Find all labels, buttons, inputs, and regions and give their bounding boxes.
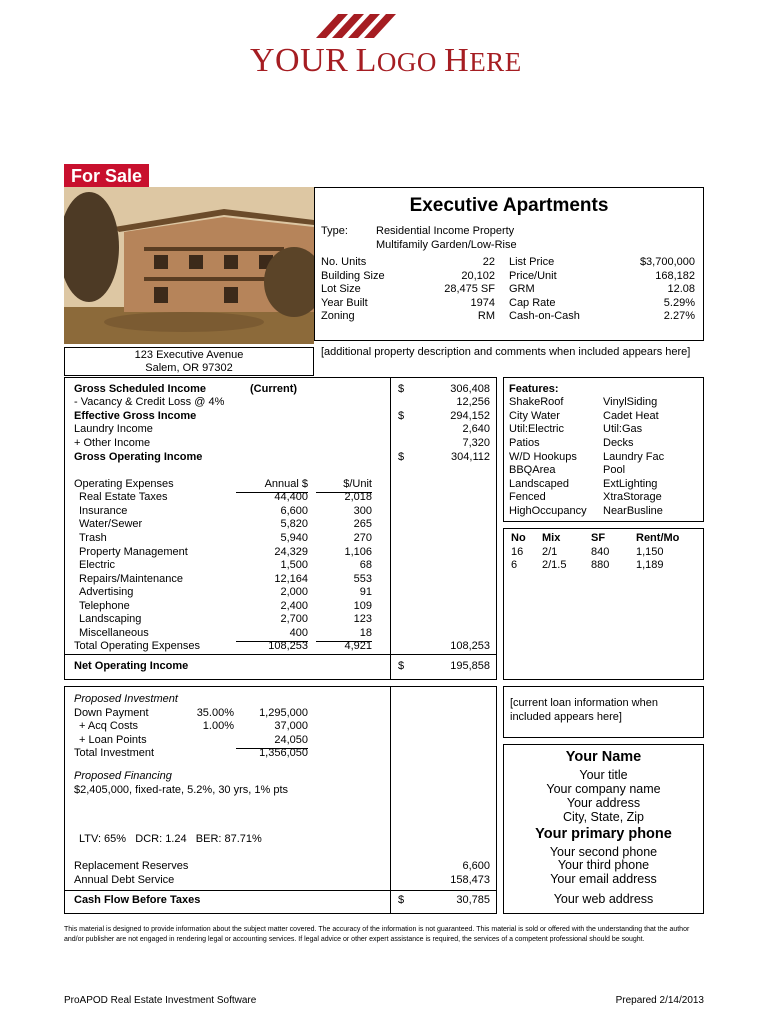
- financing-terms: $2,405,000, fixed-rate, 5.2%, 30 yrs, 1% pts: [74, 784, 289, 796]
- investment-header: Proposed Investment: [74, 693, 178, 705]
- property-photo: [64, 187, 314, 344]
- current-label: (Current): [250, 383, 298, 395]
- fact-value: 2.27%: [663, 310, 695, 322]
- reserves-label: Replacement Reserves: [74, 860, 189, 872]
- feature-item: BBQArea: [509, 464, 556, 476]
- feature-item: Pool: [603, 464, 626, 476]
- agent-second-phone[interactable]: Your second phone: [549, 845, 658, 859]
- fact-label: Cash-on-Cash: [509, 310, 580, 322]
- logo-text: YOUR LOGO HERE: [250, 42, 522, 79]
- dollar-sign: $: [398, 894, 405, 906]
- income-value: 7,320: [462, 437, 490, 449]
- type-value-1: Residential Income Property: [376, 225, 515, 237]
- expense-per-unit: 553: [353, 573, 372, 585]
- noi-divider: [64, 654, 497, 655]
- total-expenses-per-unit: 4,921: [344, 640, 372, 652]
- expense-per-unit: 300: [353, 505, 372, 517]
- feature-item: VinylSiding: [603, 396, 658, 408]
- fact-value: 22: [482, 256, 495, 268]
- expense-label: Advertising: [79, 586, 134, 598]
- expense-per-unit: 18: [316, 627, 372, 642]
- agent-company: Your company name: [546, 782, 661, 796]
- disclaimer: This material is designed to provide information about the subject matter covered. The accuracy of the information is not guaranteed. This material is sold or offered with the understanding that the author and/or publisher are not engaged in rendering legal or accounting services. If legal advice or other expert assistance is required, the services of a competent professional should be sought.: [64, 926, 690, 943]
- feature-item: Cadet Heat: [603, 410, 659, 422]
- agent-website[interactable]: Your web address: [553, 892, 654, 906]
- expense-label: Telephone: [79, 600, 130, 612]
- income-value: 304,112: [451, 451, 490, 463]
- unit-mix-header: No: [511, 532, 526, 544]
- dollar-sign: $: [398, 451, 405, 463]
- expense-annual: 400: [236, 627, 308, 642]
- acq-costs-pct: 1.00%: [202, 720, 234, 732]
- logo-roof-icon: [300, 8, 420, 44]
- fact-value: 5.29%: [663, 297, 695, 309]
- for-sale-banner: For Sale: [64, 164, 149, 187]
- dollar-sign: $: [398, 410, 405, 422]
- logo: [240, 8, 530, 79]
- agent-city: City, State, Zip: [562, 810, 645, 824]
- other-income-label: + Other Income: [74, 437, 151, 449]
- features-header: Features:: [509, 383, 559, 395]
- fact-label: Year Built: [321, 297, 368, 309]
- noi-label: Net Operating Income: [74, 660, 189, 672]
- agent-title: Your title: [579, 768, 628, 782]
- cfbt-divider: [64, 890, 497, 891]
- total-investment-label: Total Investment: [74, 747, 155, 759]
- feature-item: Laundry Fac: [603, 451, 665, 463]
- gross-scheduled-label: Gross Scheduled Income: [74, 383, 207, 395]
- feature-item: City Water: [509, 410, 560, 422]
- fact-value: 20,102: [461, 270, 495, 282]
- income-value: 2,640: [462, 423, 490, 435]
- expense-per-unit: 109: [353, 600, 372, 612]
- property-title: Executive Apartments: [409, 195, 609, 216]
- income-value: 12,256: [456, 396, 490, 408]
- fact-label: Zoning: [321, 310, 355, 322]
- total-expenses-label: Total Operating Expenses: [74, 640, 200, 652]
- expense-label: Water/Sewer: [79, 518, 143, 530]
- loan-points-value: 24,050: [236, 734, 308, 749]
- laundry-label: Laundry Income: [74, 423, 153, 435]
- expense-annual: 2,700: [280, 613, 308, 625]
- expense-per-unit: 1,106: [344, 546, 372, 558]
- fact-label: Lot Size: [321, 283, 361, 295]
- expense-annual: 1,500: [280, 559, 308, 571]
- debt-service-value: 158,473: [450, 874, 490, 886]
- expense-annual: 2,000: [280, 586, 308, 598]
- feature-item: ExtLighting: [603, 478, 658, 490]
- feature-item: ShakeRoof: [509, 396, 564, 408]
- expense-label: Trash: [79, 532, 107, 544]
- unit-mix-cell: 2/1.5: [542, 559, 567, 571]
- gross-operating-label: Gross Operating Income: [74, 451, 203, 463]
- total-expenses-annual: 108,253: [268, 640, 308, 652]
- expense-annual: 2,400: [280, 600, 308, 612]
- expense-annual: 44,400: [274, 491, 308, 503]
- fact-label: Building Size: [321, 270, 385, 282]
- expense-per-unit: 123: [353, 613, 372, 625]
- feature-item: XtraStorage: [603, 491, 662, 503]
- type-value-2: Multifamily Garden/Low-Rise: [376, 239, 517, 251]
- fact-value: 28,475 SF: [444, 283, 495, 295]
- expense-per-unit: 91: [359, 586, 372, 598]
- down-payment-value: 1,295,000: [259, 707, 308, 719]
- total-expenses-value: 108,253: [450, 640, 490, 652]
- fact-label: Cap Rate: [509, 297, 556, 309]
- dollar-sign: $: [398, 660, 405, 672]
- effective-gross-label: Effective Gross Income: [74, 410, 197, 422]
- cfbt-label: Cash Flow Before Taxes: [74, 894, 201, 906]
- unit-mix-cell: 880: [591, 559, 610, 571]
- expense-label: Repairs/Maintenance: [79, 573, 183, 585]
- expense-per-unit: 2,018: [344, 491, 372, 503]
- expense-per-unit: 68: [359, 559, 372, 571]
- fact-label: GRM: [509, 283, 535, 295]
- agent-address: Your address: [566, 796, 641, 810]
- feature-item: Patios: [509, 437, 540, 449]
- noi-value: 195,858: [450, 660, 490, 672]
- property-description: [additional property description and comments when included appears here]: [321, 346, 691, 358]
- fact-value: RM: [477, 310, 495, 322]
- type-label: Type:: [321, 225, 348, 237]
- feature-item: Landscaped: [509, 478, 569, 490]
- fact-value: 12.08: [667, 283, 695, 295]
- expense-label: Insurance: [79, 505, 128, 517]
- loan-info-text: [current loan information when included appears here]: [510, 697, 658, 723]
- feature-item: HighOccupancy: [509, 505, 587, 517]
- dollar-sign: $: [398, 383, 405, 395]
- agent-name: Your Name: [565, 749, 642, 765]
- unit-mix-cell: 1,189: [636, 559, 664, 571]
- feature-item: W/D Hookups: [509, 451, 577, 463]
- expense-label: Electric: [79, 559, 116, 571]
- expense-annual: 24,329: [274, 546, 308, 558]
- fact-value: 168,182: [655, 270, 695, 282]
- feature-item: Util:Electric: [509, 423, 565, 435]
- expense-annual: 6,600: [280, 505, 308, 517]
- annual-header: Annual $: [236, 478, 308, 493]
- fact-label: No. Units: [321, 256, 367, 268]
- expense-label: Real Estate Taxes: [79, 491, 168, 503]
- unit-mix-cell: 2/1: [542, 546, 558, 558]
- agent-primary-phone[interactable]: Your primary phone: [535, 826, 672, 842]
- feature-item: Fenced: [509, 491, 546, 503]
- feature-item: Decks: [603, 437, 634, 449]
- down-payment-pct: 35.00%: [196, 707, 234, 719]
- total-investment-value: 1,356,050: [259, 747, 308, 759]
- unit-mix-cell: 840: [591, 546, 610, 558]
- vacancy-label: - Vacancy & Credit Loss @ 4%: [74, 396, 225, 408]
- reserves-value: 6,600: [462, 860, 490, 872]
- fact-label: Price/Unit: [509, 270, 557, 282]
- unit-mix-header: SF: [591, 532, 606, 544]
- footer-software: ProAPOD Real Estate Investment Software: [64, 995, 257, 1006]
- address-line-1: 123 Executive Avenue: [134, 349, 244, 361]
- expense-per-unit: 265: [353, 518, 372, 530]
- feature-item: NearBusline: [603, 505, 663, 517]
- column-divider: [390, 686, 391, 914]
- loan-points-label: + Loan Points: [79, 734, 147, 746]
- financing-header: Proposed Financing: [74, 770, 172, 782]
- debt-service-label: Annual Debt Service: [74, 874, 175, 886]
- expense-per-unit: 270: [353, 532, 372, 544]
- expense-annual: 5,940: [280, 532, 308, 544]
- expense-label: Landscaping: [79, 613, 142, 625]
- operating-expenses-header: Operating Expenses: [74, 478, 174, 490]
- agent-email[interactable]: Your email address: [550, 872, 657, 886]
- down-payment-label: Down Payment: [74, 707, 149, 719]
- expense-label: Miscellaneous: [79, 627, 149, 639]
- unit-mix-cell: 6: [511, 559, 518, 571]
- financing-ratios: LTV: 65% DCR: 1.24 BER: 87.71%: [79, 833, 262, 845]
- feature-item: Util:Gas: [603, 423, 643, 435]
- fact-value: 1974: [470, 297, 495, 309]
- expense-annual: 5,820: [280, 518, 308, 530]
- cfbt-value: 30,785: [456, 894, 490, 906]
- fact-value: $3,700,000: [639, 256, 695, 268]
- unit-mix-cell: 16: [511, 546, 524, 558]
- unit-mix-cell: 1,150: [636, 546, 664, 558]
- unit-mix-header: Rent/Mo: [636, 532, 680, 544]
- unit-mix-header: Mix: [542, 532, 561, 544]
- address-line-2: Salem, OR 97302: [145, 362, 233, 374]
- fact-label: List Price: [509, 256, 555, 268]
- expense-label: Property Management: [79, 546, 188, 558]
- footer-prepared-date: Prepared 2/14/2013: [615, 995, 704, 1006]
- income-value: 306,408: [450, 383, 490, 395]
- acq-costs-value: 37,000: [274, 720, 308, 732]
- agent-third-phone[interactable]: Your third phone: [557, 858, 650, 872]
- column-divider: [390, 377, 391, 680]
- per-unit-header: $/Unit: [316, 478, 372, 493]
- income-value: 294,152: [450, 410, 490, 422]
- expense-annual: 12,164: [274, 573, 308, 585]
- acq-costs-label: + Acq Costs: [79, 720, 139, 732]
